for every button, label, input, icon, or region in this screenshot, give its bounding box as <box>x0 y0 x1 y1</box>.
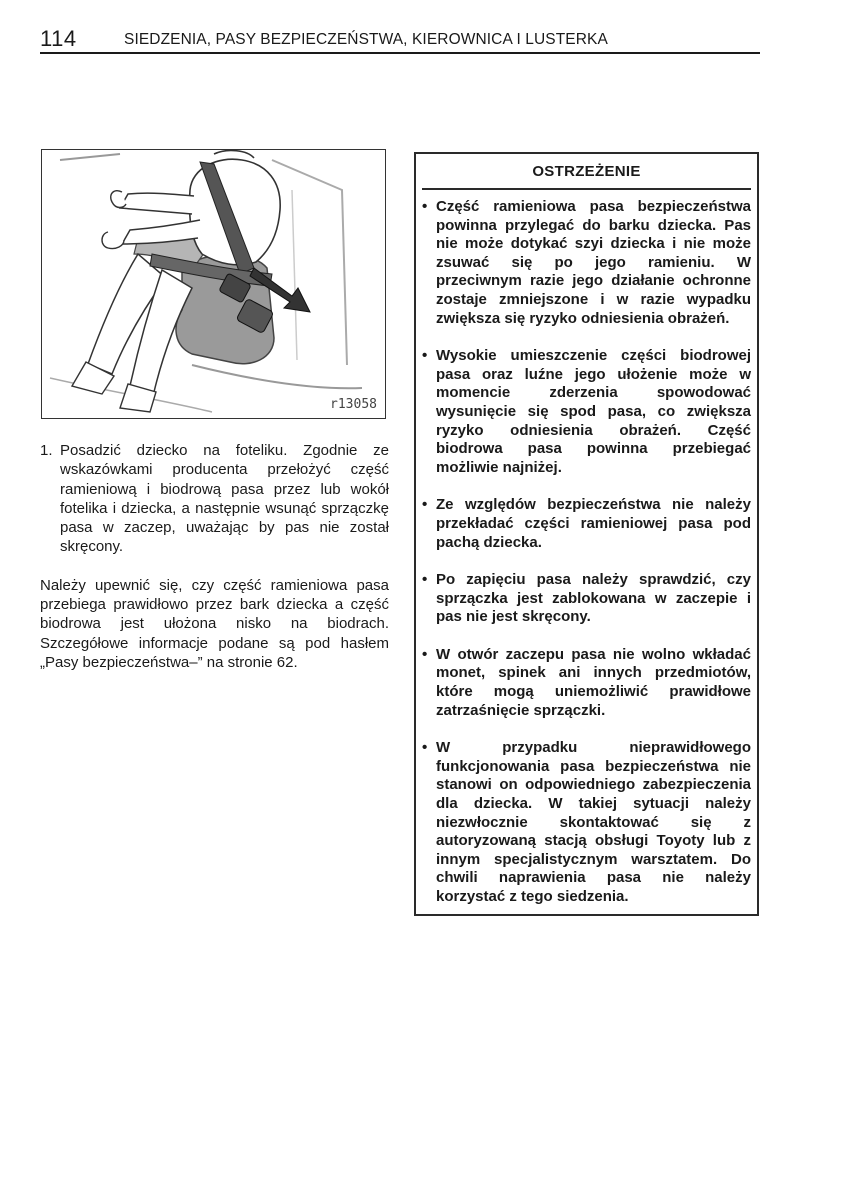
warning-item <box>422 646 751 720</box>
chapter-title: SIEDZENIA, PASY BEZPIECZEŃSTWA, KIEROWNICA I LUSTERKA <box>124 31 608 48</box>
child-seat-illustration <box>41 149 386 419</box>
warning-title-divider <box>422 188 751 190</box>
step-number: 1. <box>40 442 53 459</box>
warning-box <box>414 152 759 916</box>
header-divider <box>40 52 760 54</box>
warning-text: Po zapięciu pasa należy sprawdzić, czy sprzączka jest zablokowana w zaczepie i pas nie jest skręcony. <box>436 571 751 626</box>
child-in-booster-seat-drawing <box>42 150 386 419</box>
warning-text: Ze względów bezpieczeństwa nie należy przekładać części ramieniowej pasa pod pachą dziecka. <box>436 496 751 551</box>
bullet-icon: • <box>422 739 428 757</box>
bullet-icon: • <box>422 571 428 589</box>
step-1 <box>40 441 389 557</box>
warning-item <box>422 198 751 328</box>
warning-text: Część ramieniowa pasa bezpieczeństwa powinna przylegać do barku dziecka. Pas nie może dotykać szyi dziecka i nie może zsuwać się po jego ramieniu. W przeciwnym razie jego działanie ochronne zostaje zmniejszone i w razie wypadku zwiększa się ryzyko odniesienia obrażeń. <box>436 198 751 327</box>
warning-text: Wysokie umieszczenie części biodrowej pasa oraz luźne jego ułożenie może w momencie zderzenia spowodować wysunięcie się spod pasa, co zwiększa ryzyko odniesienia obrażeń. Część biodrowa pasa powinna przebiegać możliwie najniżej. <box>436 347 751 476</box>
warning-text: W przypadku nieprawidłowego funkcjonowania pasa bezpieczeństwa nie stanowi on odpowiedniego zabezpieczenia dla dziecka. W takiej sytuacji należy niezwłocznie skontaktować się z autoryzowaną stacją obsługi Toyoty lub z innym specjalistycznym warsztatem. Do chwili naprawienia pasa nie należy korzystać z tego siedzenia. <box>436 739 751 905</box>
warning-item <box>422 739 751 906</box>
warning-text: W otwór zaczepu pasa nie wolno wkładać monet, spinek ani innych przedmiotów, które mogą uniemożliwić prawidłowe zatrzaśnięcie sprzączki. <box>436 645 751 719</box>
bullet-icon: • <box>422 496 428 514</box>
step-text: Posadzić dziecko na foteliku. Zgodnie ze wskazówkami producenta przełożyć część ramieniową i biodrową pasa przez lub wokół fotelika i dziecka, a następnie wsunąć sprzączkę pasa w zaczep, uważając by pas nie został skręcony. <box>60 442 389 556</box>
belt-fit-note: Należy upewnić się, czy część ramieniowa pasa przebiega prawidłowo przez bark dziecka a część biodrowa jest ułożona nisko na biodrach. Szczegółowe informacje podane są pod hasłem „Pasy bezpieczeństwa–” na stronie 62. <box>40 576 389 671</box>
bullet-icon: • <box>422 198 428 215</box>
page-header <box>40 26 760 52</box>
page-number: 114 <box>40 26 77 51</box>
bullet-icon: • <box>422 645 428 663</box>
bullet-icon: • <box>422 347 428 365</box>
warning-list <box>422 198 751 926</box>
warning-title: OSTRZEŻENIE <box>532 163 641 180</box>
warning-item <box>422 496 751 552</box>
instructions-column <box>40 441 389 672</box>
warning-item <box>422 347 751 477</box>
figure-code: r13058 <box>330 397 377 412</box>
warning-item <box>422 571 751 627</box>
